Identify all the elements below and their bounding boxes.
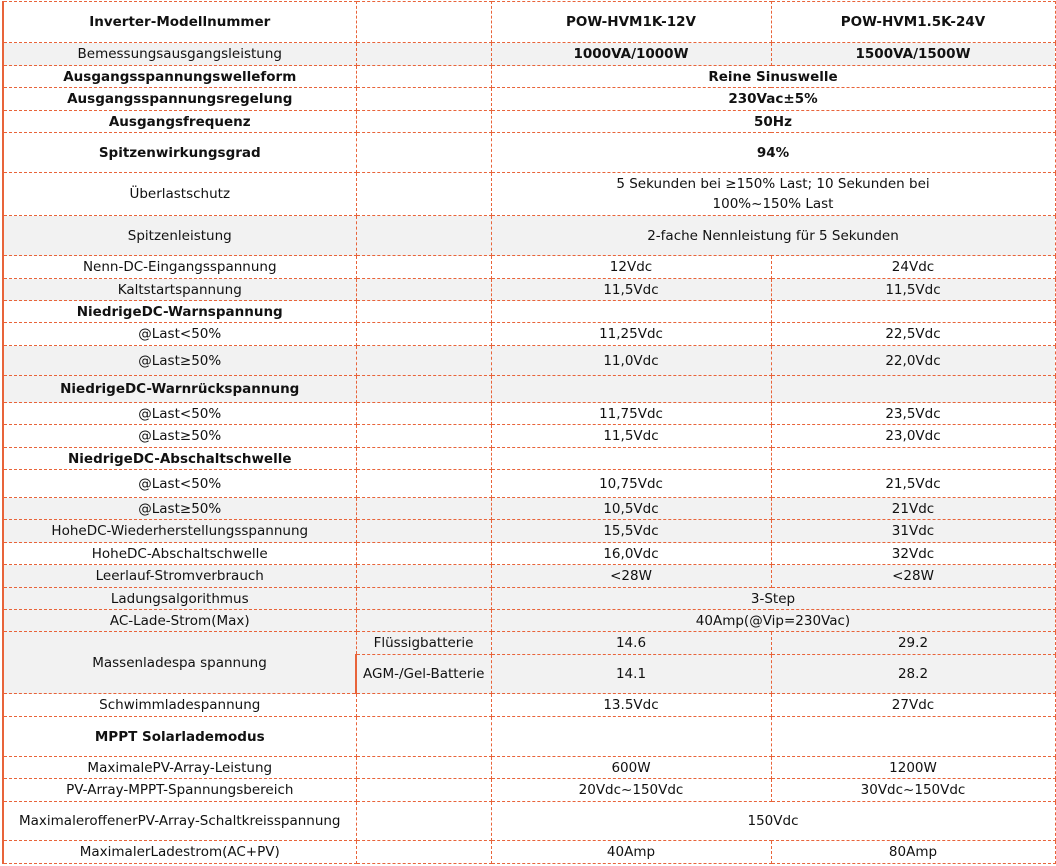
empty-cell	[356, 111, 491, 133]
empty-cell	[356, 779, 491, 802]
row-label: @Last<50%	[3, 403, 356, 425]
value-model-1: 10,75Vdc	[491, 470, 771, 498]
value-shared: 150Vdc	[491, 802, 1055, 841]
table-row	[3, 565, 1055, 588]
row-label: AC-Lade-Strom(Max)	[3, 610, 356, 632]
value-model-2	[771, 717, 1055, 757]
table-row	[3, 279, 1055, 301]
table-row	[3, 323, 1055, 346]
sub-label: AGM-/Gel-Batterie	[356, 655, 491, 694]
value-model-1: 11,0Vdc	[491, 346, 771, 376]
value-model-2: 27Vdc	[771, 694, 1055, 717]
value-model-1: <28W	[491, 565, 771, 588]
row-label: Ausgangsspannungswelleform	[3, 66, 356, 88]
empty-cell	[356, 565, 491, 588]
table-row	[3, 694, 1055, 717]
value-model-2: 23,5Vdc	[771, 403, 1055, 425]
value-model-1: 12Vdc	[491, 256, 771, 279]
table-row	[3, 757, 1055, 779]
empty-cell	[356, 301, 491, 323]
empty-cell	[356, 717, 491, 757]
value-model-2	[771, 376, 1055, 403]
empty-cell	[356, 841, 491, 864]
value-model-1	[491, 376, 771, 403]
table-row	[3, 470, 1055, 498]
empty-cell	[356, 520, 491, 543]
value-model-1: 40Amp	[491, 841, 771, 864]
value-shared: 40Amp(@Vip=230Vac)	[491, 610, 1055, 632]
table-row	[3, 133, 1055, 173]
value-model-2: 21,5Vdc	[771, 470, 1055, 498]
empty-cell	[356, 376, 491, 403]
sub-label: Flüssigbatterie	[356, 632, 491, 655]
value-shared: 2-fache Nennleistung für 5 Sekunden	[491, 216, 1055, 256]
value-shared: 3-Step	[491, 588, 1055, 610]
header-label: Inverter-Modellnummer	[3, 2, 356, 43]
row-label: MaximalerLadestrom(AC+PV)	[3, 841, 356, 864]
model-1: POW-HVM1K-12V	[491, 2, 771, 43]
table-row	[3, 301, 1055, 323]
table-row	[3, 256, 1055, 279]
empty-cell	[356, 425, 491, 448]
table-row	[3, 520, 1055, 543]
table-row	[3, 841, 1055, 864]
table-row	[3, 610, 1055, 632]
table-row	[3, 403, 1055, 425]
table-row	[3, 111, 1055, 133]
empty-cell	[356, 470, 491, 498]
table-row	[3, 88, 1055, 111]
value-model-1: 11,75Vdc	[491, 403, 771, 425]
table-row	[3, 216, 1055, 256]
row-label: Leerlauf-Stromverbrauch	[3, 565, 356, 588]
value-model-2: 28.2	[771, 655, 1055, 694]
empty-cell	[356, 43, 491, 66]
row-label: Massenladespa spannung	[3, 632, 356, 694]
row-label: Spitzenwirkungsgrad	[3, 133, 356, 173]
row-label: Ausgangsfrequenz	[3, 111, 356, 133]
value-model-2: 32Vdc	[771, 543, 1055, 565]
empty-cell	[356, 88, 491, 111]
empty-cell	[356, 588, 491, 610]
value-model-2: 80Amp	[771, 841, 1055, 864]
value-shared: 230Vac±5%	[491, 88, 1055, 111]
spec-table	[2, 1, 1056, 864]
table-row	[3, 543, 1055, 565]
value-model-1: 1000VA/1000W	[491, 43, 771, 66]
empty-cell	[356, 403, 491, 425]
row-label: @Last≥50%	[3, 346, 356, 376]
empty-cell	[356, 694, 491, 717]
value-model-1: 14.1	[491, 655, 771, 694]
value-shared: 5 Sekunden bei ≥150% Last; 10 Sekunden bei 100%~150% Last	[491, 173, 1055, 216]
table-row	[3, 779, 1055, 802]
empty-cell	[356, 757, 491, 779]
row-label: @Last<50%	[3, 470, 356, 498]
value-model-1	[491, 301, 771, 323]
table-row	[3, 346, 1055, 376]
empty-cell	[356, 66, 491, 88]
empty-cell	[356, 610, 491, 632]
row-label: @Last<50%	[3, 323, 356, 346]
value-model-1: 600W	[491, 757, 771, 779]
row-label: Schwimmladespannung	[3, 694, 356, 717]
value-model-2: 22,5Vdc	[771, 323, 1055, 346]
table-row	[3, 173, 1055, 216]
value-model-2: 11,5Vdc	[771, 279, 1055, 301]
value-model-2: 24Vdc	[771, 256, 1055, 279]
empty-cell	[356, 448, 491, 470]
empty-cell	[356, 543, 491, 565]
value-model-1	[491, 717, 771, 757]
value-shared: Reine Sinuswelle	[491, 66, 1055, 88]
empty-cell	[356, 498, 491, 520]
table-row	[3, 448, 1055, 470]
value-model-2: 29.2	[771, 632, 1055, 655]
model-2: POW-HVM1.5K-24V	[771, 2, 1055, 43]
value-shared: 94%	[491, 133, 1055, 173]
value-model-1: 14.6	[491, 632, 771, 655]
table-row	[3, 588, 1055, 610]
row-label: @Last≥50%	[3, 425, 356, 448]
empty-cell	[356, 216, 491, 256]
value-model-2: 31Vdc	[771, 520, 1055, 543]
row-label: Ausgangsspannungsregelung	[3, 88, 356, 111]
value-model-1: 15,5Vdc	[491, 520, 771, 543]
value-model-2: <28W	[771, 565, 1055, 588]
row-label: HoheDC-Abschaltschwelle	[3, 543, 356, 565]
empty-cell	[356, 802, 491, 841]
row-label: Spitzenleistung	[3, 216, 356, 256]
value-model-1	[491, 448, 771, 470]
row-label: NiedrigeDC-Abschaltschwelle	[3, 448, 356, 470]
row-label: MaximaleroffenerPV-Array-Schaltkreisspannung	[3, 802, 356, 841]
value-model-2: 30Vdc~150Vdc	[771, 779, 1055, 802]
row-label: Überlastschutz	[3, 173, 356, 216]
empty-cell	[356, 173, 491, 216]
value-model-2: 22,0Vdc	[771, 346, 1055, 376]
value-model-1: 11,5Vdc	[491, 279, 771, 301]
row-label: @Last≥50%	[3, 498, 356, 520]
row-label: MPPT Solarlademodus	[3, 717, 356, 757]
table-row	[3, 717, 1055, 757]
value-model-2: 21Vdc	[771, 498, 1055, 520]
row-label: Bemessungsausgangsleistung	[3, 43, 356, 66]
row-label: NiedrigeDC-Warnrückspannung	[3, 376, 356, 403]
table-row	[3, 66, 1055, 88]
table-row	[3, 43, 1055, 66]
table-row	[3, 498, 1055, 520]
table-row	[3, 632, 1055, 655]
value-shared: 50Hz	[491, 111, 1055, 133]
empty-cell	[356, 346, 491, 376]
empty-cell	[356, 256, 491, 279]
table-row	[3, 376, 1055, 403]
empty-cell	[356, 279, 491, 301]
value-model-2: 23,0Vdc	[771, 425, 1055, 448]
row-label: PV-Array-MPPT-Spannungsbereich	[3, 779, 356, 802]
row-label: MaximalePV-Array-Leistung	[3, 757, 356, 779]
row-label: Ladungsalgorithmus	[3, 588, 356, 610]
value-model-2: 1200W	[771, 757, 1055, 779]
value-model-1: 11,25Vdc	[491, 323, 771, 346]
row-label: NiedrigeDC-Warnspannung	[3, 301, 356, 323]
row-label: HoheDC-Wiederherstellungsspannung	[3, 520, 356, 543]
value-model-1: 11,5Vdc	[491, 425, 771, 448]
value-model-1: 16,0Vdc	[491, 543, 771, 565]
value-model-2	[771, 448, 1055, 470]
value-model-1: 10,5Vdc	[491, 498, 771, 520]
table-row	[3, 802, 1055, 841]
value-model-1: 13.5Vdc	[491, 694, 771, 717]
value-model-2: 1500VA/1500W	[771, 43, 1055, 66]
value-model-1: 20Vdc~150Vdc	[491, 779, 771, 802]
empty-cell	[356, 133, 491, 173]
row-label: Nenn-DC-Eingangsspannung	[3, 256, 356, 279]
header-row	[3, 2, 1055, 43]
table-row	[3, 425, 1055, 448]
empty-cell	[356, 323, 491, 346]
value-model-2	[771, 301, 1055, 323]
row-label: Kaltstartspannung	[3, 279, 356, 301]
